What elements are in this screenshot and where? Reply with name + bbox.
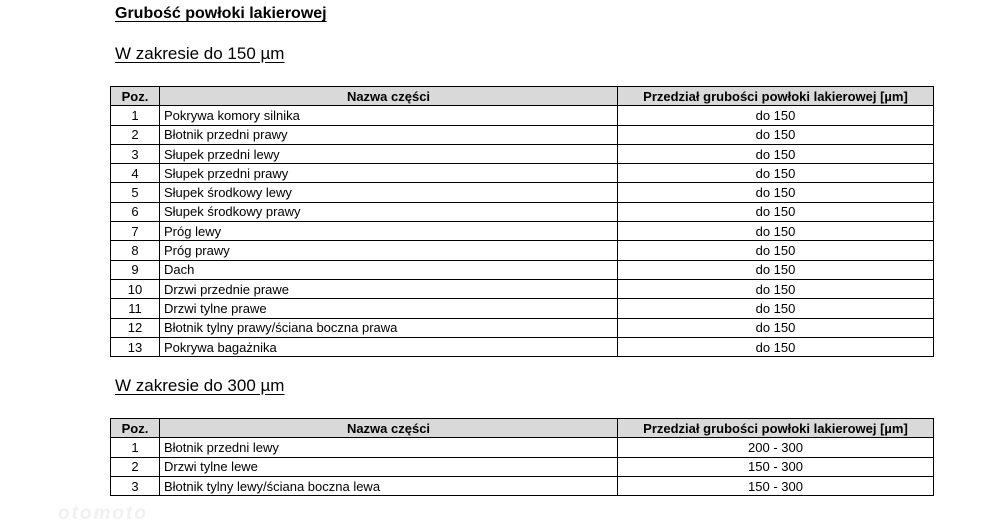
table-row xyxy=(111,260,934,279)
row-range: 150 - 300 xyxy=(618,476,934,495)
row-poz: 6 xyxy=(111,202,160,221)
row-range: do 150 xyxy=(618,144,934,163)
row-range: do 150 xyxy=(618,260,934,279)
row-range: do 150 xyxy=(618,183,934,202)
row-range: do 150 xyxy=(618,299,934,318)
table-row xyxy=(111,337,934,356)
row-part-name: Słupek środkowy lewy xyxy=(160,183,618,202)
header-poz: Poz. xyxy=(111,87,160,106)
row-poz: 12 xyxy=(111,318,160,337)
header-part-name: Nazwa części xyxy=(160,87,618,106)
section-title-150: W zakresie do 150 µm xyxy=(115,44,285,63)
section-title-300: W zakresie do 300 µm xyxy=(115,376,285,395)
row-part-name: Pokrywa komory silnika xyxy=(160,106,618,125)
table-row xyxy=(111,457,934,476)
row-part-name: Słupek przedni lewy xyxy=(160,144,618,163)
row-range: do 150 xyxy=(618,202,934,221)
row-range: do 150 xyxy=(618,125,934,144)
table-row xyxy=(111,299,934,318)
row-range: do 150 xyxy=(618,318,934,337)
row-poz: 2 xyxy=(111,457,160,476)
watermark-logo: otomoto xyxy=(58,503,148,524)
parts-table-150 xyxy=(110,86,934,357)
row-part-name: Drzwi przednie prawe xyxy=(160,279,618,298)
parts-table-300 xyxy=(110,418,934,496)
row-poz: 1 xyxy=(111,438,160,457)
row-part-name: Próg prawy xyxy=(160,241,618,260)
table-row xyxy=(111,164,934,183)
row-poz: 5 xyxy=(111,183,160,202)
row-part-name: Pokrywa bagażnika xyxy=(160,337,618,356)
row-range: do 150 xyxy=(618,279,934,298)
row-range: 150 - 300 xyxy=(618,457,934,476)
row-part-name: Drzwi tylne prawe xyxy=(160,299,618,318)
table-row xyxy=(111,183,934,202)
row-poz: 3 xyxy=(111,144,160,163)
row-part-name: Słupek środkowy prawy xyxy=(160,202,618,221)
row-poz: 9 xyxy=(111,260,160,279)
row-poz: 3 xyxy=(111,476,160,495)
table-row xyxy=(111,202,934,221)
header-poz: Poz. xyxy=(111,419,160,438)
table-row xyxy=(111,106,934,125)
row-part-name: Słupek przedni prawy xyxy=(160,164,618,183)
table-row xyxy=(111,222,934,241)
row-part-name: Błotnik przedni lewy xyxy=(160,438,618,457)
row-part-name: Błotnik tylny prawy/ściana boczna prawa xyxy=(160,318,618,337)
page-title: Grubość powłoki lakierowej xyxy=(115,5,327,22)
header-part-name: Nazwa części xyxy=(160,419,618,438)
row-range: do 150 xyxy=(618,241,934,260)
table-header-row xyxy=(111,87,934,106)
row-range: do 150 xyxy=(618,222,934,241)
row-poz: 1 xyxy=(111,106,160,125)
row-poz: 2 xyxy=(111,125,160,144)
row-poz: 7 xyxy=(111,222,160,241)
row-part-name: Drzwi tylne lewe xyxy=(160,457,618,476)
row-poz: 8 xyxy=(111,241,160,260)
row-part-name: Dach xyxy=(160,260,618,279)
row-range: do 150 xyxy=(618,164,934,183)
row-part-name: Błotnik tylny lewy/ściana boczna lewa xyxy=(160,476,618,495)
row-poz: 11 xyxy=(111,299,160,318)
row-part-name: Próg lewy xyxy=(160,222,618,241)
table-row xyxy=(111,279,934,298)
table-row xyxy=(111,438,934,457)
table-row xyxy=(111,125,934,144)
table-header-row xyxy=(111,419,934,438)
row-range: do 150 xyxy=(618,106,934,125)
header-thickness-range: Przedział grubości powłoki lakierowej [µm] xyxy=(618,419,934,438)
row-range: do 150 xyxy=(618,337,934,356)
row-poz: 4 xyxy=(111,164,160,183)
table-row xyxy=(111,318,934,337)
row-poz: 10 xyxy=(111,279,160,298)
table-row xyxy=(111,476,934,495)
header-thickness-range: Przedział grubości powłoki lakierowej [µm] xyxy=(618,87,934,106)
row-poz: 13 xyxy=(111,337,160,356)
table-row xyxy=(111,144,934,163)
row-range: 200 - 300 xyxy=(618,438,934,457)
table-row xyxy=(111,241,934,260)
row-part-name: Błotnik przedni prawy xyxy=(160,125,618,144)
